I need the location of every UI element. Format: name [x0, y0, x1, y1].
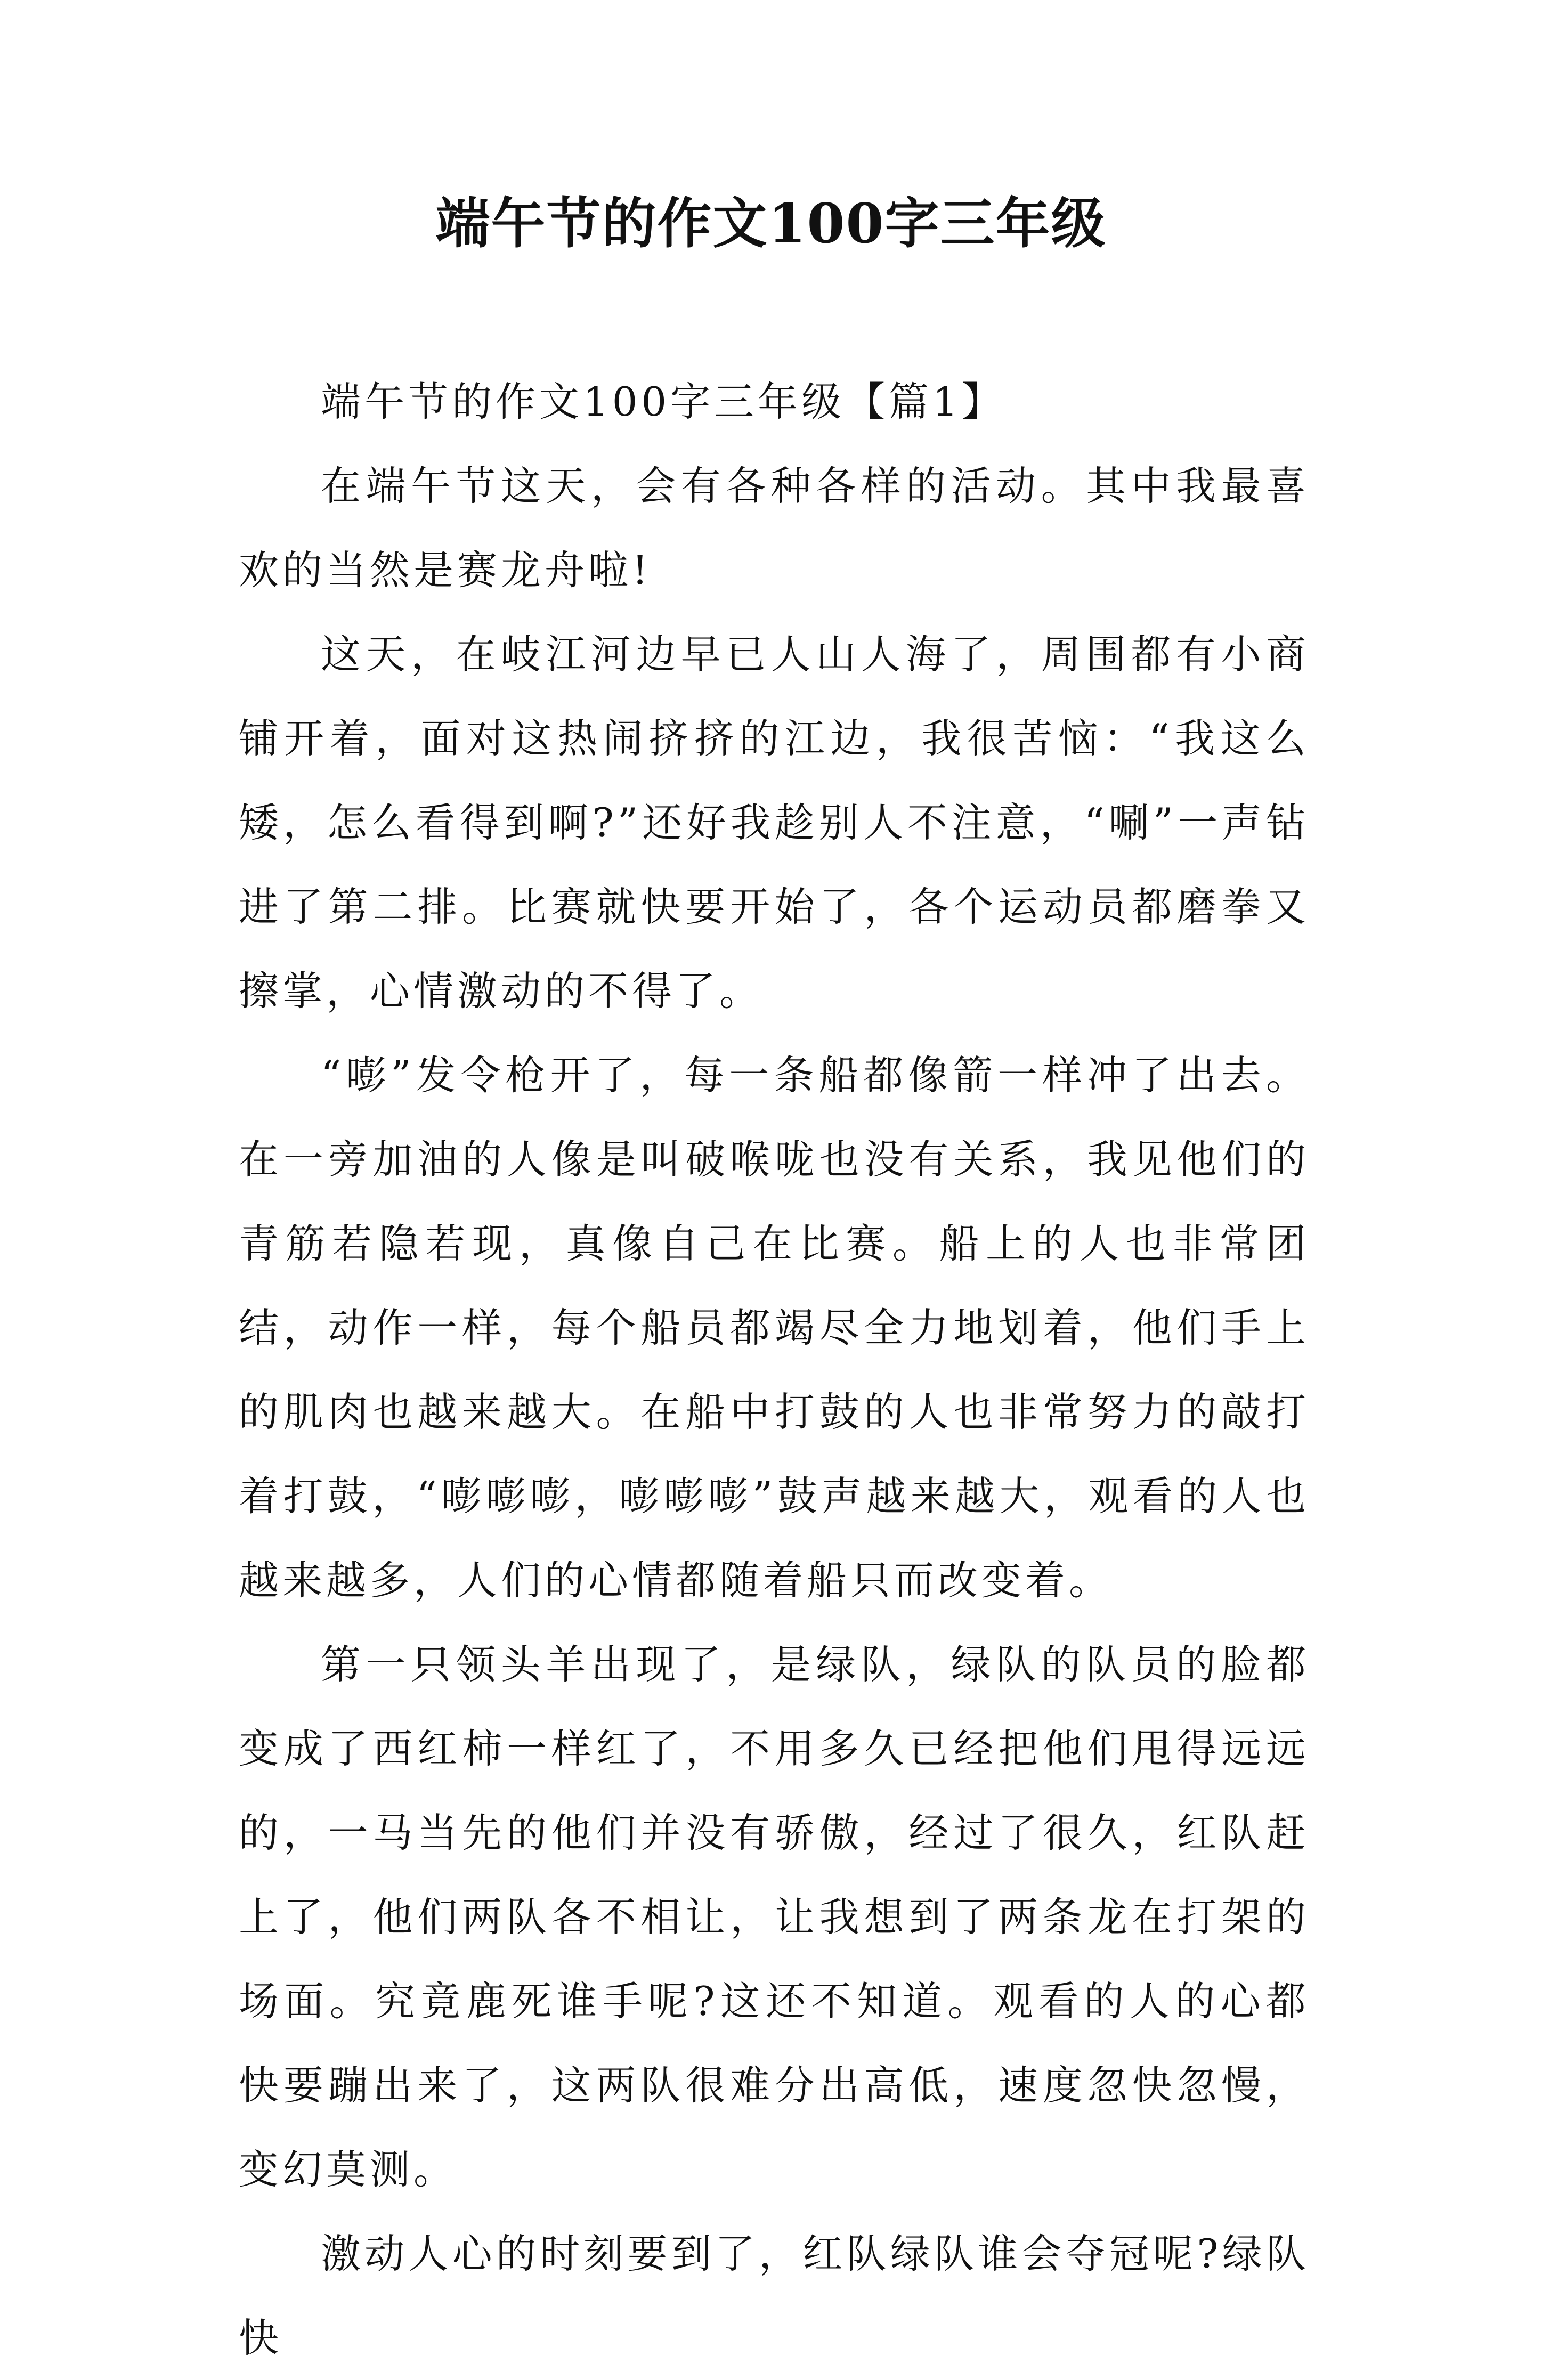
- paragraph: 在端午节这天，会有各种各样的活动。其中我最喜欢的当然是赛龙舟啦!: [239, 462, 1310, 594]
- paragraph: 第一只领头羊出现了，是绿队，绿队的队员的脸都变成了西红柿一样红了，不用多久已经把他们甩得远远的，一马当先的他们并没有骄傲，经过了很久，红队赶上了，他们两队各不相让，让我想到了两条龙在打架的场面。究竟鹿死谁手呢?这还不知道。观看的人的心都快要蹦出来了，这两队很难分出高低，速度忽快忽慢，变幻莫测。: [239, 1641, 1310, 2193]
- document-body: [239, 360, 1310, 2380]
- paragraph: “嘭”发令枪开了，每一条船都像箭一样冲了出去。在一旁加油的人像是叫破喉咙也没有关系，我见他们的青筋若隐若现，真像自己在比赛。船上的人也非常团结，动作一样，每个船员都竭尽全力地划着，他们手上的肌肉也越来越大。在船中打鼓的人也非常努力的敲打着打鼓，“嘭嘭嘭，嘭嘭嘭”鼓声越来越大，观看的人也越来越多，人们的心情都随着船只而改变着。: [239, 1052, 1310, 1604]
- document-title: 端午节的作文100字三年级: [435, 192, 1107, 256]
- section-heading: 端午节的作文100字三年级【篇1】: [321, 378, 1005, 425]
- paragraph: 激动人心的时刻要到了，红队绿队谁会夺冠呢?绿队快: [239, 2230, 1310, 2361]
- paragraph: 这天，在岐江河边早已人山人海了，周围都有小商铺开着，面对这热闹挤挤的江边，我很苦恼：“我这么矮，怎么看得到啊?”还好我趁别人不注意，“唰”一声钻进了第二排。比赛就快要开始了，各个运动员都磨拳又擦掌，心情激动的不得了。: [239, 631, 1310, 1014]
